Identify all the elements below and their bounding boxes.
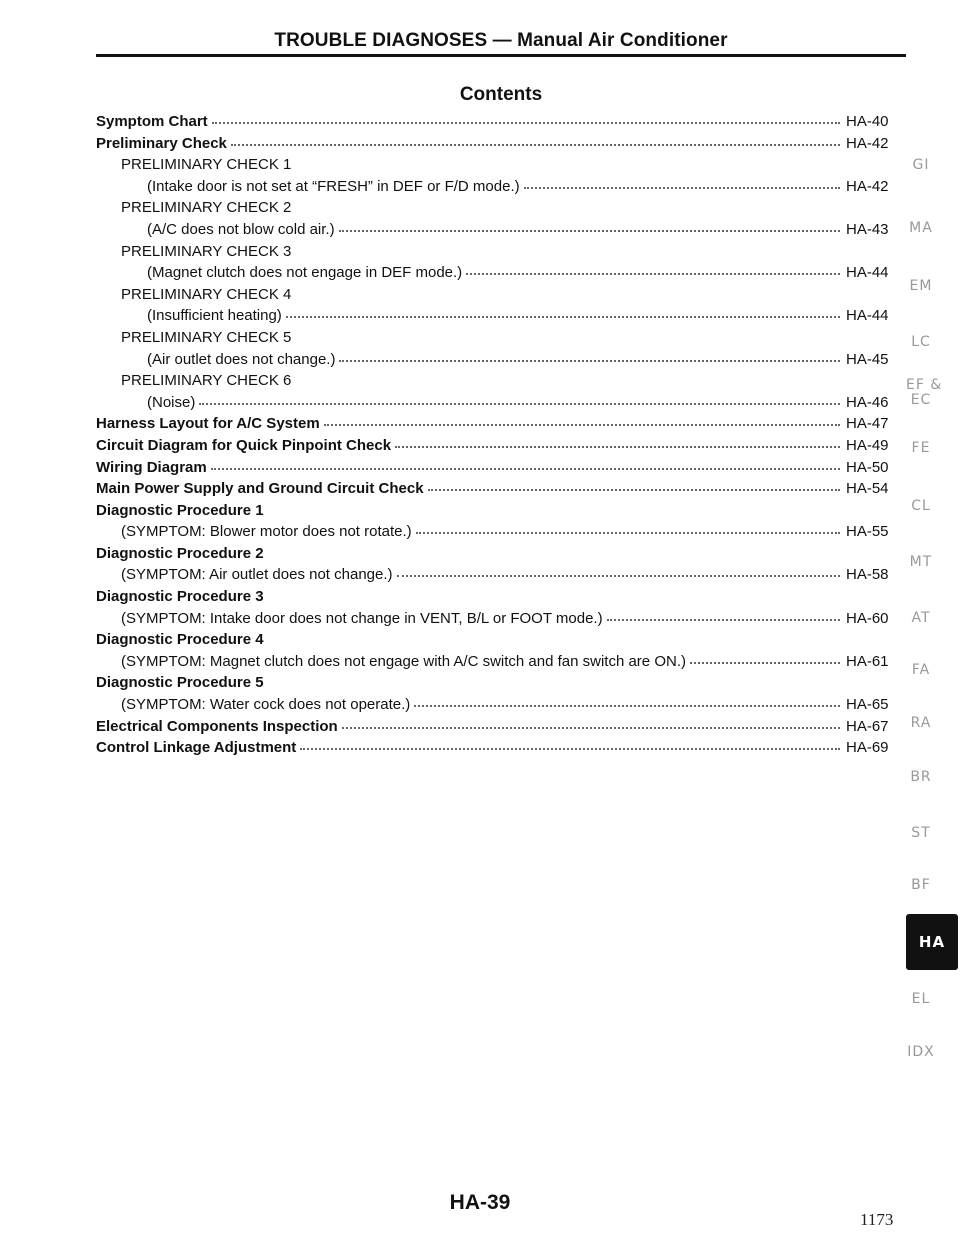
section-tab-cl: CL [911,498,931,514]
folio-number: 1173 [860,1210,894,1229]
table-of-contents [96,111,902,759]
toc-entry-page: HA-44 [846,264,889,282]
toc-entry [96,111,902,133]
toc-entry-page: HA-44 [846,307,889,325]
section-tab-br: BR [910,769,932,785]
dot-leader [286,306,840,320]
toc-entry [96,564,902,586]
toc-entry-title: PRELIMINARY CHECK 3 [121,242,292,260]
toc-entry [96,478,902,500]
section-tab-fe: FE [911,440,931,456]
toc-entry-title: (SYMPTOM: Blower motor does not rotate.) [121,523,412,541]
section-tab-ha: HA [906,914,958,970]
section-tab-st: ST [911,825,931,841]
toc-entry [96,651,902,673]
toc-entry-title: (Insufficient heating) [147,307,282,325]
toc-entry [96,349,902,371]
toc-entry [96,154,902,176]
toc-entry [96,392,902,414]
toc-entry-title: Control Linkage Adjustment [96,739,297,757]
toc-entry [96,737,902,759]
section-index-tabs [906,0,960,1242]
dot-leader [428,479,840,493]
toc-entry-page: HA-69 [846,739,889,757]
toc-entry-title: PRELIMINARY CHECK 4 [121,285,292,303]
toc-entry-title: Wiring Diagram [96,458,207,476]
toc-entry [96,241,902,263]
toc-entry [96,176,902,198]
dot-leader [466,263,840,277]
toc-entry [96,694,902,716]
toc-entry-page: HA-58 [846,566,889,584]
page-header [96,30,906,60]
toc-entry-title: (Magnet clutch does not engage in DEF mode.) [147,264,463,282]
section-tab-ra: RA [910,715,932,731]
section-tab-el: EL [911,991,931,1007]
toc-entry-title: Symptom Chart [96,113,208,130]
page-number: HA-39 [449,1191,511,1214]
header-rule [96,54,906,57]
dot-leader [339,350,840,364]
toc-entry-page: HA-54 [846,480,889,498]
toc-entry [96,543,902,565]
dot-leader [395,436,840,450]
toc-entry-title: Main Power Supply and Ground Circuit Check [96,480,424,498]
toc-entry-page: HA-50 [846,458,889,476]
toc-entry-page: HA-60 [846,609,889,627]
toc-entry [96,716,902,738]
dot-leader [414,695,840,709]
section-tab-bf: BF [911,877,931,893]
section-tab-em: EM [909,278,933,294]
toc-entry-title: Diagnostic Procedure 1 [96,501,264,519]
section-tab-at: AT [911,610,931,626]
toc-entry [96,133,902,155]
toc-entry [96,197,902,219]
toc-entry [96,457,902,479]
contents-heading: Contents [459,84,543,105]
toc-entry-page: HA-43 [846,220,889,238]
toc-entry-page: HA-49 [846,436,889,454]
toc-entry-title: Diagnostic Procedure 3 [96,588,264,606]
toc-entry [96,608,902,630]
section-title: TROUBLE DIAGNOSES — Manual Air Conditioner [274,30,728,51]
toc-entry [96,262,902,284]
toc-entry-page: HA-45 [846,350,889,368]
toc-entry-title: Diagnostic Procedure 5 [96,674,264,692]
section-tab-efec: EF & EC [906,377,943,408]
dot-leader [397,565,840,579]
toc-entry-page: HA-40 [846,113,889,130]
toc-entry-title: (SYMPTOM: Water cock does not operate.) [121,696,411,714]
toc-entry [96,219,902,241]
section-tab-ma: MA [909,220,933,236]
toc-entry-title: Preliminary Check [96,134,227,152]
toc-entry-title: (Air outlet does not change.) [147,350,336,368]
toc-entry-title: PRELIMINARY CHECK 5 [121,328,292,346]
dot-leader [231,134,840,148]
toc-entry-title: (Intake door is not set at “FRESH” in DEF or F/D mode.) [147,177,520,195]
dot-leader [690,652,840,666]
toc-entry-page: HA-67 [846,717,889,735]
toc-entry [96,672,902,694]
section-tab-mt: MT [909,554,933,570]
toc-entry-title: PRELIMINARY CHECK 6 [121,372,292,390]
dot-leader [324,414,840,428]
toc-entry [96,413,902,435]
toc-entry [96,629,902,651]
dot-leader [199,393,840,407]
dot-leader [212,112,840,126]
toc-entry-title: Electrical Components Inspection [96,717,338,735]
section-tab-gi: GI [912,157,930,173]
toc-entry [96,327,902,349]
toc-entry-title: (SYMPTOM: Air outlet does not change.) [121,566,393,584]
toc-entry-title: (Noise) [147,393,196,411]
section-tab-fa: FA [911,662,931,678]
toc-entry-page: HA-61 [846,652,889,670]
dot-leader [607,609,840,623]
toc-entry-title: PRELIMINARY CHECK 1 [121,156,292,174]
toc-entry [96,284,902,306]
toc-entry [96,305,902,327]
dot-leader [211,458,840,472]
toc-entry [96,500,902,522]
toc-entry-title: (A/C does not blow cold air.) [147,220,335,238]
dot-leader [300,738,840,752]
toc-entry-title: Diagnostic Procedure 4 [96,631,264,649]
toc-entry [96,521,902,543]
toc-entry-page: HA-47 [846,415,889,433]
toc-entry-page: HA-42 [846,177,889,195]
toc-entry-title: Harness Layout for A/C System [96,415,320,433]
toc-entry-title: PRELIMINARY CHECK 2 [121,199,292,217]
dot-leader [416,522,840,536]
section-tab-idx: IDX [907,1044,935,1060]
toc-entry-page: HA-42 [846,134,889,152]
toc-entry-page: HA-55 [846,523,889,541]
dot-leader [339,220,840,234]
toc-entry-page: HA-46 [846,393,889,411]
toc-entry-title: (SYMPTOM: Intake door does not change in VENT, B/L or FOOT mode.) [121,609,603,627]
dot-leader [342,717,840,731]
toc-entry [96,435,902,457]
toc-entry [96,370,902,392]
section-tab-lc: LC [911,334,931,350]
toc-entry-title: (SYMPTOM: Magnet clutch does not engage with A/C switch and fan switch are ON.) [121,652,686,670]
toc-entry-page: HA-65 [846,696,889,714]
dot-leader [524,177,840,191]
toc-entry-title: Circuit Diagram for Quick Pinpoint Check [96,436,392,454]
toc-entry-title: Diagnostic Procedure 2 [96,544,264,562]
toc-entry [96,586,902,608]
